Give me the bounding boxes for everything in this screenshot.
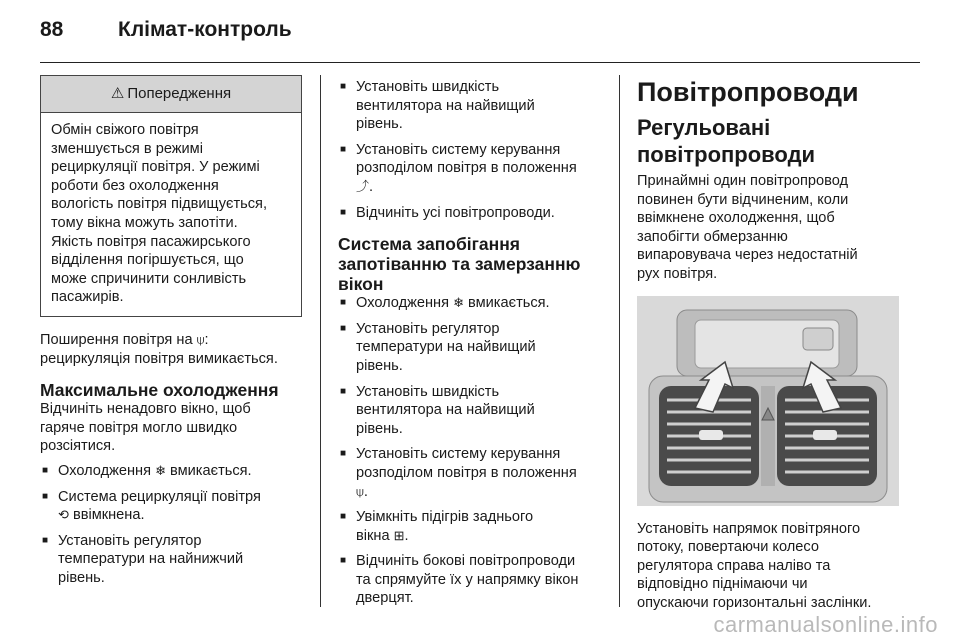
windscreen-defrost-icon: ⍦ bbox=[356, 483, 364, 499]
max-cooling-line: розсіятися. bbox=[40, 438, 116, 455]
list-item-text: Охолодження bbox=[58, 462, 156, 479]
max-cooling-list bbox=[40, 462, 302, 588]
vents-intro-line: випаровувача через недостатній bbox=[637, 247, 858, 264]
column-3 bbox=[637, 76, 907, 613]
vents-caption-line: відповідно піднімаючи чи bbox=[637, 576, 808, 593]
recirculation-icon: ⟲ bbox=[58, 507, 69, 523]
defog-heading bbox=[338, 234, 608, 294]
recirc-note bbox=[40, 331, 302, 368]
vents-caption-line: опускаючи горизонтальні заслінки. bbox=[637, 594, 872, 611]
list-item: ■ Установіть швидкість вентилятора на найвищий рівень. bbox=[340, 383, 535, 437]
list-item-text: розподілом повітря в положення bbox=[356, 160, 577, 177]
list-item-text: розподілом повітря в положення bbox=[356, 464, 577, 481]
vents-intro-line: рух повітря. bbox=[637, 265, 718, 282]
column-divider-1 bbox=[320, 75, 321, 607]
vents-photo bbox=[637, 296, 899, 506]
list-item-text: . bbox=[404, 527, 409, 544]
subsection-heading-line: Регульовані bbox=[637, 115, 771, 140]
list-item-text: Установіть швидкість bbox=[356, 79, 500, 95]
watermark: carmanualsonline.info bbox=[713, 612, 938, 637]
list-item-text: . bbox=[369, 178, 374, 195]
list-item-text: рівень. bbox=[356, 357, 403, 374]
list-item: ■ Установіть систему керування розподілом повітря в положення ⤴. bbox=[340, 141, 577, 195]
list-item-text: ввімкнена. bbox=[68, 507, 145, 524]
max-cooling-line: Відчиніть ненадовго вікно, щоб bbox=[40, 401, 251, 418]
defog-heading-line: вікон bbox=[338, 274, 384, 295]
vents-caption-line: регулятора справа наліво та bbox=[637, 557, 831, 574]
page-header bbox=[40, 18, 292, 48]
list-item-text: Охолодження bbox=[356, 295, 454, 312]
list-item-text: Увімкніть підігрів заднього bbox=[356, 509, 534, 526]
list-item-text: вентилятора на найвищий bbox=[356, 402, 535, 419]
vents-intro-line: ввімкнене охолодження, щоб bbox=[637, 210, 835, 227]
warning-line: тому вікна можуть запотіти. bbox=[51, 214, 238, 231]
recirc-note-line2: рециркуляція повітря вимикається. bbox=[40, 350, 278, 367]
list-item: ■ Охолодження ❄ вмикається. bbox=[42, 462, 252, 479]
list-item-text: дверцят. bbox=[356, 590, 414, 607]
rear-window-heating-icon: ⊞ bbox=[393, 527, 405, 543]
column-divider-2 bbox=[619, 75, 620, 607]
warning-line: Обмін свіжого повітря bbox=[51, 122, 199, 138]
list-item: ■ Система рециркуляції повітря ⟲ ввімкнена. bbox=[42, 488, 261, 524]
warning-line: може спричинити сонливість bbox=[51, 270, 247, 287]
subsection-heading-line: повітропроводи bbox=[637, 142, 816, 167]
footwell-windscreen-icon: ⤴ bbox=[356, 178, 370, 194]
warning-line: пасажирів. bbox=[51, 289, 124, 306]
warning-title: Попередження bbox=[127, 84, 232, 102]
list-item-text: вмикається. bbox=[463, 295, 550, 312]
recirc-note-colon: : bbox=[204, 331, 209, 348]
max-cooling-line: гаряче повітря могло швидко bbox=[40, 419, 238, 436]
recirc-note-text: Поширення повітря на bbox=[40, 331, 197, 348]
defog-list bbox=[338, 294, 608, 608]
list-item-text: рівень. bbox=[356, 420, 403, 437]
column-2 bbox=[338, 78, 608, 615]
vents-intro-line: повинен бути відчиненим, коли bbox=[637, 191, 849, 208]
vents-intro bbox=[637, 172, 907, 284]
list-item-text: Установіть систему керування bbox=[356, 141, 561, 158]
vents-caption bbox=[637, 520, 907, 613]
max-cooling-intro bbox=[40, 400, 302, 456]
list-item-text: . bbox=[363, 483, 368, 500]
list-item: ■ Охолодження ❄ вмикається. bbox=[340, 295, 550, 312]
list-item: ■ Увімкніть підігрів заднього вікна ⊞. bbox=[340, 509, 534, 544]
list-item: ■ Відчиніть бокові повітропроводи та спрямуйте їх у напрямку вікон дверцят. bbox=[340, 553, 579, 607]
list-item-text: температури на найнижчий bbox=[58, 551, 244, 568]
max-cooling-heading: Максимальне охолодження bbox=[40, 380, 279, 401]
column-1 bbox=[40, 75, 302, 594]
warning-line: Якість повітря пасажирського bbox=[51, 233, 251, 250]
snowflake-icon: ❄ bbox=[155, 462, 166, 478]
list-item-text: вентилятора на найвищий bbox=[356, 97, 535, 114]
warning-line: зменшується в режимі bbox=[51, 140, 203, 157]
vents-illustration bbox=[637, 296, 899, 506]
warning-line: роботи без охолодження bbox=[51, 177, 219, 194]
warning-line: рециркуляції повітря. У режимі bbox=[51, 159, 260, 176]
list-item-text: Установіть систему керування bbox=[356, 446, 561, 463]
list-item: ■ Відчиніть усі повітропроводи. bbox=[340, 204, 555, 221]
page-number: 88 bbox=[40, 18, 64, 41]
section-heading: Повітропроводи bbox=[637, 77, 859, 107]
header-rule bbox=[40, 62, 920, 63]
list-item-text: рівень. bbox=[356, 116, 403, 133]
warning-line: вологість повітря підвищується, bbox=[51, 196, 268, 213]
list-item-text: та спрямуйте їх у напрямку вікон bbox=[356, 571, 579, 588]
defog-heading-line: Система запобігання bbox=[338, 234, 521, 255]
vents-caption-line: потоку, повертаючи колесо bbox=[637, 539, 819, 556]
warning-box bbox=[40, 75, 302, 317]
max-cooling-list-cont bbox=[338, 78, 608, 222]
list-item: ■ Установіть регулятор температури на найвищий рівень. bbox=[340, 320, 536, 374]
list-item-text: вікна bbox=[356, 527, 394, 544]
list-item-text: Відчиніть бокові повітропроводи bbox=[356, 553, 576, 570]
warning-triangle-icon: ⚠ bbox=[110, 84, 125, 102]
list-item-text: Установіть регулятор bbox=[58, 532, 202, 549]
windscreen-defrost-icon: ⍦ bbox=[196, 331, 205, 347]
vents-intro-line: запобігти обмерзанню bbox=[637, 228, 788, 245]
list-item-text: температури на найвищий bbox=[356, 339, 536, 356]
list-item-text: Відчиніть усі повітропроводи. bbox=[356, 204, 555, 221]
list-item-text: Система рециркуляції повітря bbox=[58, 488, 261, 505]
vents-intro-line: Принаймні один повітропровод bbox=[637, 173, 849, 189]
page-title: Клімат-контроль bbox=[118, 18, 292, 41]
defog-heading-line: запотіванню та замерзанню bbox=[338, 254, 581, 275]
warning-header bbox=[41, 76, 301, 113]
list-item-text: рівень. bbox=[58, 569, 105, 586]
warning-text bbox=[41, 113, 301, 316]
list-item: ■ Установіть регулятор температури на найнижчий рівень. bbox=[42, 532, 244, 586]
list-item: ■ Установіть швидкість вентилятора на найвищий рівень. bbox=[340, 79, 535, 133]
list-item-text: Установіть регулятор bbox=[356, 320, 500, 337]
list-item-text: вмикається. bbox=[165, 462, 252, 479]
list-item-text: Установіть швидкість bbox=[356, 383, 500, 400]
list-item: ■ Установіть систему керування розподілом повітря в положення ⍦. bbox=[340, 446, 577, 500]
subsection-heading bbox=[637, 114, 907, 168]
snowflake-icon: ❄ bbox=[453, 295, 464, 311]
warning-line: відділення погіршується, що bbox=[51, 252, 244, 269]
vents-caption-line: Установіть напрямок повітряного bbox=[637, 520, 861, 537]
